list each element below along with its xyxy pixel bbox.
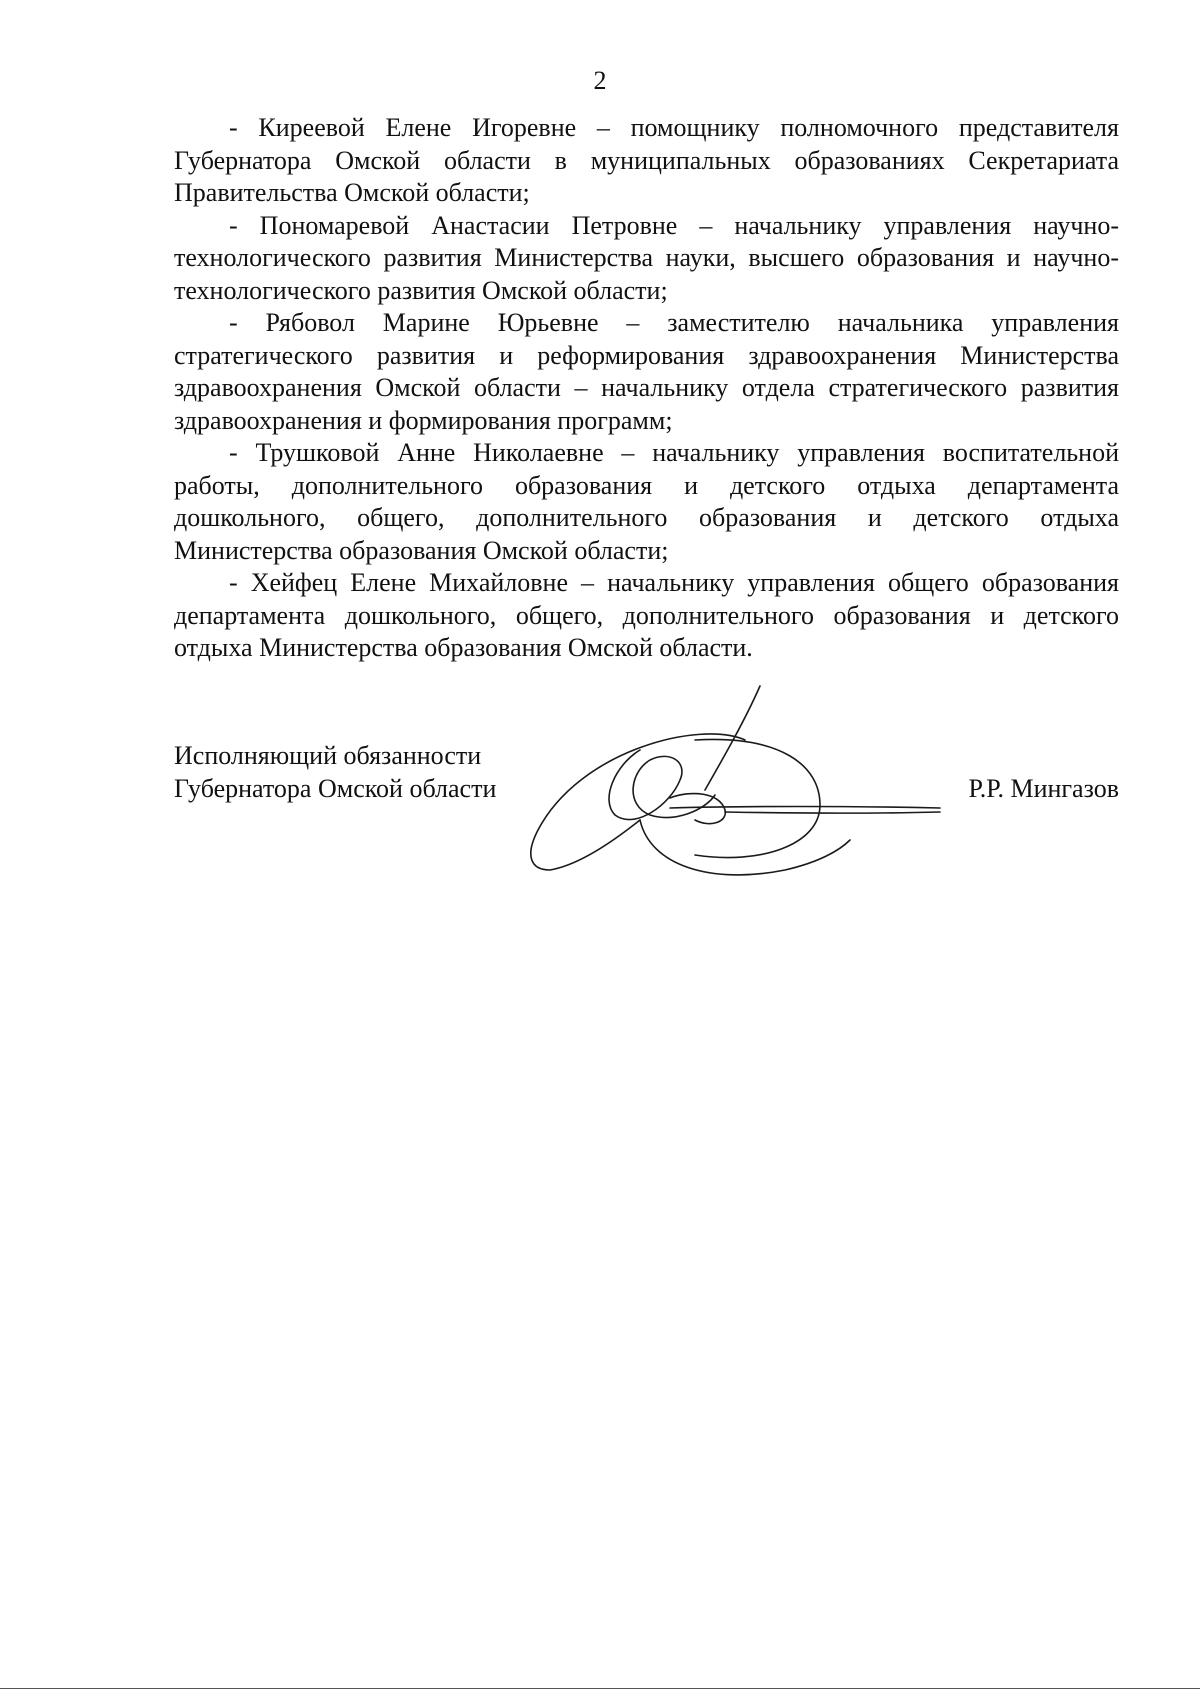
signatory-position-line1: Исполняющий обязанности — [174, 741, 482, 770]
paragraph-kheifets: - Хейфец Елене Михайловне – начальнику управления общего образования департамента дошкольного, общего, дополнительного образования и детского отдыха Министерства образования Омской области. — [174, 568, 1119, 662]
signatory-name: Р.Р. Мингазов — [968, 773, 1119, 803]
paragraph-ponomareva: - Пономаревой Анастасии Петровне – начальнику управления научно-технологического развития Министерства науки, высшего образования и научно-технологического развития Омской области; — [174, 210, 1119, 305]
handwritten-signature — [520, 680, 980, 880]
page-bottom-rule — [0, 1688, 1200, 1690]
document-body — [174, 112, 1119, 665]
signatory-position-line2: Губернатора Омской области — [174, 773, 497, 803]
page-number: 2 — [593, 66, 607, 95]
paragraph-kireeva: - Киреевой Елене Игоревне – помощнику полномочного представителя Губернатора Омской области в муниципальных образованиях Секретариата Правительства Омской области; — [174, 113, 1119, 207]
signatory-position — [174, 740, 496, 805]
paragraph-ryabovol: - Рябовол Марине Юрьевне – заместителю начальника управления стратегического развития и реформирования здравоохранения Министерства здравоохранения Омской области – начальнику отдела стратегического развития здравоохранения и формирования программ; — [174, 308, 1119, 435]
paragraph-trushkova: - Трушковой Анне Николаевне – начальнику управления воспитательной работы, дополнительного образования и детского отдыха департамента дошкольного, общего, дополнительного образования и детского отдыха Министерства образования Омской области; — [174, 438, 1119, 565]
